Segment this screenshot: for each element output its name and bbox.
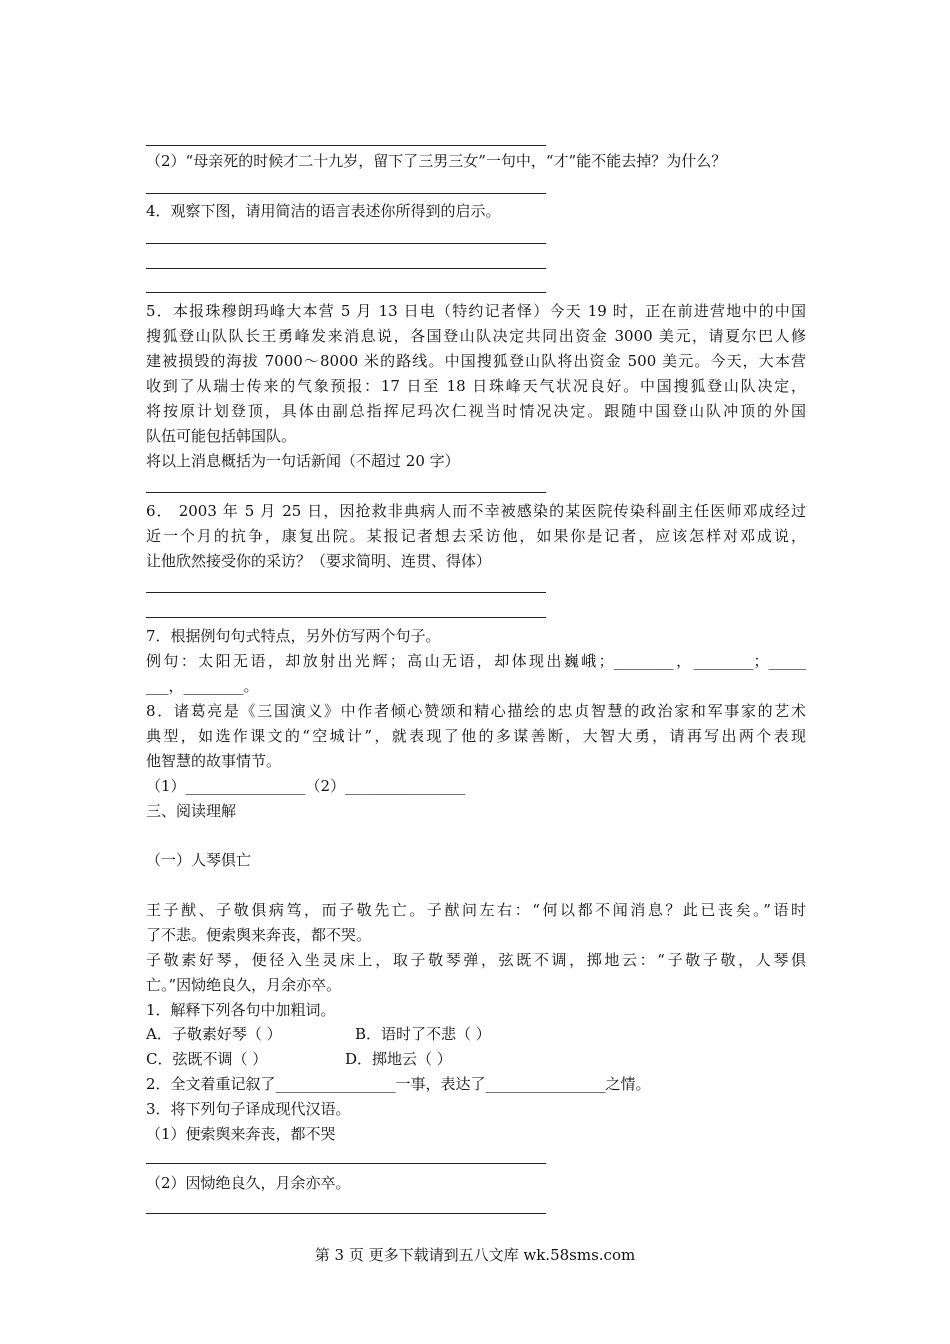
passage-line: 亡。”因恸绝良久，月余亦卒。 (146, 976, 342, 994)
answer-line (146, 1213, 546, 1214)
question-6-line: 近一个月的抗争，康复出院。某报记者想去采访他，如果你是记者，应该怎样对邓成说， (146, 527, 806, 545)
reading-q1-option-b: B．语时了不悲（ ） (355, 1025, 491, 1043)
reading-q3-2: （2）因恸绝良久，月余亦卒。 (146, 1174, 351, 1192)
reading-q1-option-a: A．子敬素好琴（ ） (146, 1025, 282, 1043)
passage-line: 王子猷、子敬俱病笃，而子敬先亡。子猷问左右：“何以都不闻消息？此已丧矣。”语时 (146, 901, 806, 919)
page-footer: 第 3 页 更多下载请到五八文库 wk.58sms.com (314, 1246, 636, 1264)
question-5-line: 搜狐登山队队长王勇峰发来消息说，各国登山队决定共同出资金 3000 美元，请夏尔巴人修 (146, 327, 806, 345)
question-5-line: 队伍可能包括韩国队。 (146, 427, 297, 445)
reading-title: （一）人琴俱亡 (146, 851, 252, 869)
answer-line (146, 292, 546, 293)
answer-line (146, 492, 546, 493)
question-5-line: 将按原计划登顶，具体由副总指挥尼玛次仁视当时情况决定。跟随中国登山队冲顶的外国 (146, 402, 806, 420)
answer-line (146, 193, 546, 194)
reading-q2: 2．全文着重记叙了________________一事，表达了________________之情。 (146, 1075, 651, 1093)
section-title: 三、阅读理解 (146, 802, 237, 820)
question-5-line: 5．本报珠穆朗玛峰大本营 5 月 13 日电（特约记者怿）今天 19 时，正在前进营地中的中国 (146, 302, 806, 320)
question-8-line: 8．诸葛亮是《三国演义》中作者倾心赞颂和精心描绘的忠贞智慧的政治家和军事家的艺术 (146, 702, 806, 720)
question-5-prompt: 将以上消息概括为一句话新闻（不超过 20 字） (146, 452, 460, 470)
question-6-line: 让他欣然接受你的采访？（要求简明、连贯、得体） (146, 552, 492, 570)
question-6-line: 6． 2003 年 5 月 25 日，因抢救非典病人而不幸被感染的某医院传染科副主任医师邓成经过 (146, 502, 806, 520)
passage-line: 了不悲。便索舆来奔丧，都不哭。 (146, 926, 372, 944)
question-8-line: 他智慧的故事情节。 (146, 752, 282, 770)
question-4: 4．观察下图，请用简洁的语言表述你所得到的启示。 (146, 202, 501, 220)
answer-line (146, 592, 546, 593)
question-7-title: 7．根据例句句式特点，另外仿写两个句子。 (146, 627, 441, 645)
answer-line (146, 243, 546, 244)
reading-q1-title: 1．解释下列各句中加粗词。 (146, 1001, 336, 1019)
reading-q1-option-c: C．弦既不调（ ） (146, 1050, 268, 1068)
reading-q3-1: （1）便索舆来奔丧，都不哭 (146, 1125, 336, 1143)
passage-line: 子敬素好琴，便径入坐灵床上，取子敬琴弹，弦既不调，掷地云：“子敬子敬，人琴俱 (146, 951, 806, 969)
reading-q3-title: 3．将下列句子译成现代汉语。 (146, 1100, 351, 1118)
question-8-answers: （1）________________（2）________________ (146, 777, 466, 795)
question-8-line: 典型，如选作课文的“空城计”，就表现了他的多谋善断，大智大勇，请再写出两个表现 (146, 727, 806, 745)
answer-line (146, 145, 546, 146)
question-7-example-cont: ___，________。 (146, 677, 259, 695)
answer-line (146, 617, 546, 618)
answer-line (146, 1163, 546, 1164)
question-7-example: 例句：太阳无语，却放射出光辉；高山无语，却体现出巍峨；________，________；_____ (146, 652, 806, 670)
question-5-line: 收到了从瑞士传来的气象预报：17 日至 18 日珠峰天气状况良好。中国搜狐登山队决定， (146, 377, 806, 395)
question-3-2: （2）“母亲死的时候才二十九岁，留下了三男三女”一句中，“才”能不能去掉？为什么？ (146, 152, 727, 170)
question-5-line: 建被损毁的海拔 7000～8000 米的路线。中国搜狐登山队将出资金 500 美元。今天，大本营 (146, 352, 806, 370)
reading-q1-option-d: D．掷地云（ ） (345, 1050, 452, 1068)
answer-line (146, 268, 546, 269)
